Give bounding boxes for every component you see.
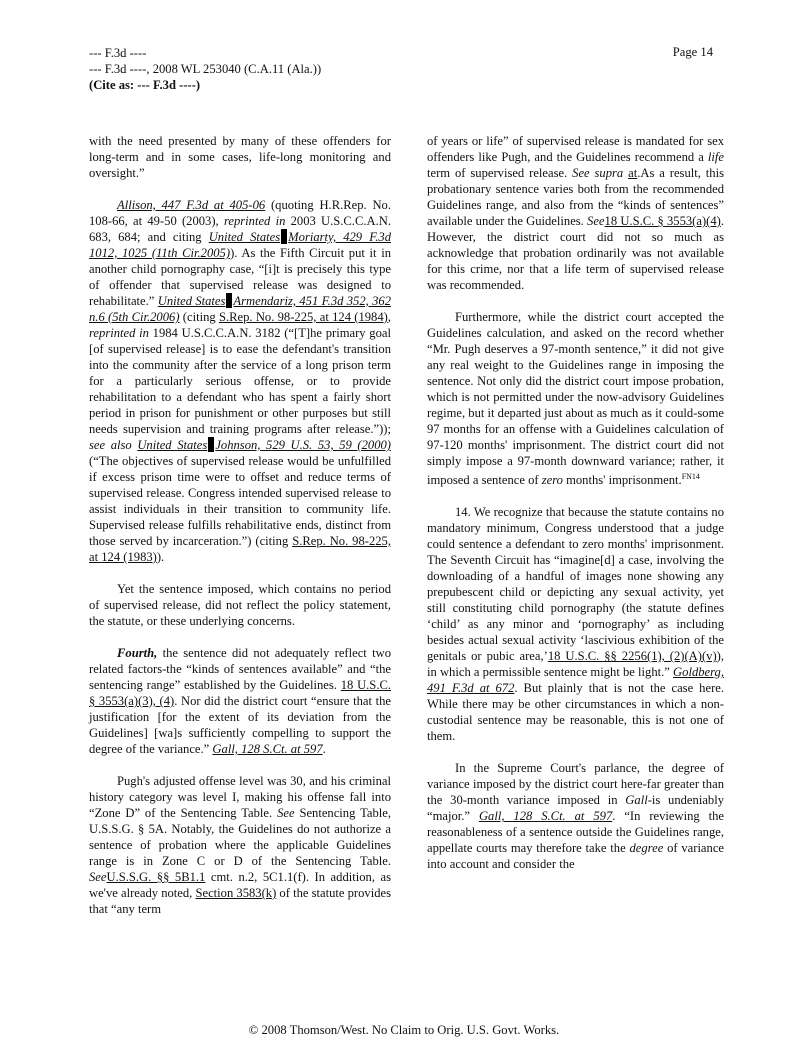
redaction-mark — [208, 437, 214, 452]
paragraph-continuation: of years or life” of supervised release is mandated for sex offenders like Pugh, and the Guidelines recommend a life term of supervised release. See supra at.As a result, this probationary sentence varies both from the recommended Guidelines range, and also from the “kinds of sentences” available under the Guidelines. See18 U.S.C. § 3553(a)(4). However, the district court did not so much as acknowledge that probation ordinarily was not available for this crime, nor that a life term of supervised release was recommended. — [427, 134, 724, 292]
left-column — [89, 133, 391, 917]
redaction-mark — [281, 229, 287, 244]
citation-link[interactable]: Johnson, 529 U.S. 53, 59 (2000) — [215, 438, 392, 452]
citation-link[interactable]: S.Rep. No. 98-225, at 124 (1983) — [89, 534, 391, 564]
citation-link[interactable]: 18 U.S.C. §§ 2256(1), (2)(A)(v) — [547, 649, 717, 664]
citation-link[interactable]: at — [628, 166, 638, 180]
citation-link[interactable]: Section 3583(k) — [195, 886, 277, 900]
citation-link[interactable]: Allison, 447 F.3d at 405-06 — [117, 198, 266, 212]
page-number: Page 14 — [672, 45, 713, 59]
reporter-citation: --- F.3d ---- — [89, 46, 147, 60]
citation-link[interactable]: United States — [137, 438, 208, 452]
citation-link[interactable]: Goldberg, 491 F.3d at 672 — [427, 665, 724, 696]
citation-link[interactable]: 18 U.S.C. § 3553(a)(4) — [604, 214, 721, 228]
citation-link[interactable]: 18 U.S.C. § 3553(a)(3), (4) — [89, 678, 392, 708]
citation-link[interactable]: United States — [157, 294, 226, 308]
paragraph-yet: Yet the sentence imposed, which contains no period of supervised release, did not reflect the policy statement, the statute, or these underlying concerns. — [89, 582, 391, 628]
copyright-footer: © 2008 Thomson/West. No Claim to Orig. U.S. Govt. Works. — [248, 1023, 560, 1037]
quote-continuation: with the need presented by many of these offenders for long-term and in some cases, life-long monitoring and oversight.” — [89, 134, 391, 180]
paragraph-fourth: Fourth, the sentence did not adequately reflect two related factors-the “kinds of sentences available” and “the sentencing range” established by the Guidelines. 18 U.S.C. § 3553(a)(3), (4). Nor did the district court “ensure that the justification [for the extent of its deviation from the Guidelines] [wa]s sufficiently compelling to support the degree of the variance.” Gall, 128 S.Ct. at 597. — [89, 646, 392, 756]
right-column — [427, 133, 724, 872]
footnote-ref[interactable]: FN14 — [681, 472, 700, 481]
citation-link[interactable]: S.Rep. No. 98-225, at 124 (1984) — [218, 310, 388, 324]
citation-link[interactable]: U.S.S.G. §§ 5B1.1 — [106, 870, 206, 884]
citation-link[interactable]: Armendariz, 451 F.3d 352, 362 n.6 (5th Cir.2006) — [89, 294, 392, 324]
redaction-mark — [226, 293, 232, 308]
westlaw-citation: --- F.3d ----, 2008 WL 253040 (C.A.11 (Ala.)) — [89, 62, 322, 76]
document-header — [89, 45, 321, 93]
citation-link[interactable]: Gall, 128 S.Ct. at 597 — [212, 742, 323, 756]
citation-link[interactable]: Gall, 128 S.Ct. at 597 — [478, 809, 613, 824]
paragraph-furthermore: Furthermore, while the district court accepted the Guidelines calculation, and asked on the record whether “Mr. Pugh deserves a 97-month sentence,” it did not give any real weight to the Guidelines range in imposing the sentence. Not only did the district court impose probation, which is not permitted under the now-advisory Guidelines regime, but it departed just about as much as it could-some 97 months for an offense with a Guidelines calculation of 97-120 months' imprisonment. The district court did not simply impose a 97-month downward variance; rather, it imposed a sentence of zero months' imprisonment.$^{FN14}$ — [427, 310, 724, 488]
cite-as: (Cite as: --- F.3d ----) — [89, 78, 201, 92]
paragraph-allison: Allison, 447 F.3d at 405-06 (quoting H.R.Rep. No. 108-66, at 49-50 (2003), reprinted in 2003 U.S.C.C.A.N. 683, 684; and citing United States Moriarty, 429 F.3d 1012, 1025 (11th Cir.2005)). As the Fifth Circuit put it in another child pornography case, “[i]t is precisely this type of offender that supervised release was designed to rehabilitate.” United States Armendariz, 451 F.3d 352, 362 n.6 (5th Cir.2006) (citing S.Rep. No. 98-225, at 124 (1984), reprinted in 1984 U.S.C.C.A.N. 3182 (“[T]he primary goal [of supervised release] is to ease the defendant's transition into the community after the service of a long prison term for a particularly serious offense, or to provide rehabilitation to a defendant who has spent a fairly short period in prison for punishment or other purposes but still needs supervision and training programs after release.”)); see also United States Johnson, 529 U.S. 53, 59 (2000) (“The objectives of supervised release would be unfulfilled if excess prison time were to offset and reduce terms of supervised release. Congress intended supervised release to assist individuals in their transition to community life. Supervised release fulfills rehabilitative ends, distinct from those served by incarceration.”) (citing S.Rep. No. 98-225, at 124 (1983)). — [89, 198, 392, 564]
paragraph-pugh: Pugh's adjusted offense level was 30, and his criminal history category was level I, making his offense fall into “Zone D” of the Sentencing Table. See Sentencing Table, U.S.S.G. § 5A. Notably, the Guidelines do not authorize a sentence of probation where the applicable Guidelines range is in Zone C or D of the Sentencing Table. SeeU.S.S.G. §§ 5B1.1 cmt. n.2, 5C1.1(f). In addition, as we've already noted, Section 3583(k) of the statute provides that “any term — [89, 774, 391, 916]
paragraph-supreme-court: In the Supreme Court's parlance, the degree of variance imposed by the district court here-far greater than the 30-month variance imposed in Gall-is undeniably “major.” Gall, 128 S.Ct. at 597. “In reviewing the reasonableness of a sentence outside the Guidelines range, appellate courts may therefore take the degree of variance into account and consider the — [427, 761, 725, 872]
citation-link[interactable]: Moriarty, 429 F.3d 1012, 1025 (11th Cir.2005) — [89, 230, 391, 260]
citation-link[interactable]: United States — [208, 230, 281, 244]
footnote-14: 14. We recognize that because the statute contains no mandatory minimum, Congress understood that a judge could sentence a defendant to zero months' imprisonment. The Seventh Circuit has “imagine[d] a case, involving the downloading of a handful of images none showing any prepubescent child or depicting any sexual activity, yet still constituting child pornography (the statute defines ‘child’ as any minor and ‘pornography’ as including besides actual sexual activity ‘lascivious exhibition of the genitals or pubic area,’18 U.S.C. §§ 2256(1), (2)(A)(v)), in which a permissible sentence might be light.” Goldberg, 491 F.3d at 672. But plainly that is not the case here. While there may be other circumstances in which a non-custodial sentence may be reasonable, this is not one of them. — [427, 505, 724, 744]
